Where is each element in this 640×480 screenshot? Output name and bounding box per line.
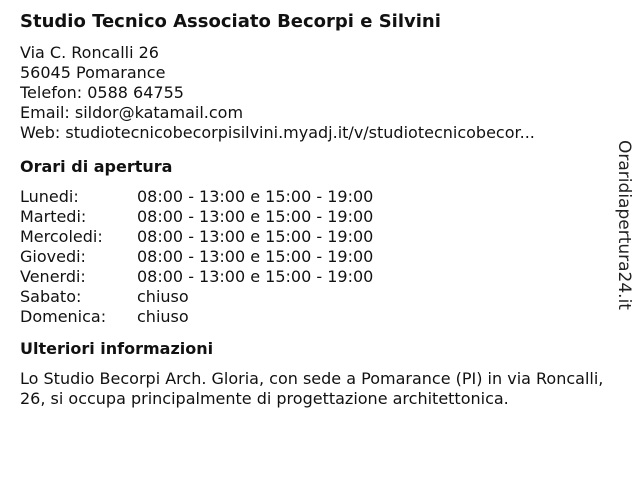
opening-hours-table bbox=[20, 187, 610, 327]
address-city: 56045 Pomarance bbox=[20, 63, 166, 82]
day-label: Mercoledi: bbox=[20, 227, 103, 246]
day-hours: 08:00 - 13:00 e 15:00 - 19:00 bbox=[137, 227, 374, 246]
address-street: Via C. Roncalli 26 bbox=[20, 43, 159, 62]
day-hours: chiuso bbox=[137, 287, 189, 306]
day-label: Giovedi: bbox=[20, 247, 86, 266]
phone-number[interactable]: Telefon: 0588 64755 bbox=[20, 83, 184, 102]
further-info-text: Lo Studio Becorpi Arch. Gloria, con sede a Pomarance (PI) in via Roncalli, 26, si occupa principalmente di progettazione architettonica. bbox=[20, 369, 604, 408]
hours-row bbox=[20, 187, 610, 207]
hours-row bbox=[20, 227, 610, 247]
day-label: Sabato: bbox=[20, 287, 82, 306]
day-hours: 08:00 - 13:00 e 15:00 - 19:00 bbox=[137, 207, 374, 226]
day-label: Martedi: bbox=[20, 207, 87, 226]
hours-row bbox=[20, 267, 610, 287]
hours-row bbox=[20, 287, 610, 307]
email-address[interactable]: Email: sildor@katamail.com bbox=[20, 103, 244, 122]
day-label: Domenica: bbox=[20, 307, 107, 326]
website-link[interactable]: Web: studiotecnicobecorpisilvini.myadj.it/v/studiotecnicobecor... bbox=[20, 123, 535, 142]
day-hours: 08:00 - 13:00 e 15:00 - 19:00 bbox=[137, 267, 374, 286]
business-name: Studio Tecnico Associato Becorpi e Silvini bbox=[20, 11, 441, 32]
opening-hours-title: Orari di apertura bbox=[20, 157, 173, 176]
further-info-title: Ulteriori informazioni bbox=[20, 339, 214, 358]
contact-block bbox=[20, 43, 610, 143]
day-hours: chiuso bbox=[137, 307, 189, 326]
hours-row bbox=[20, 307, 610, 327]
day-label: Lunedi: bbox=[20, 187, 79, 206]
business-card bbox=[20, 10, 610, 409]
hours-row bbox=[20, 247, 610, 267]
watermark-text: Oraridiapertura24.it bbox=[614, 140, 635, 310]
day-label: Venerdi: bbox=[20, 267, 86, 286]
watermark-container bbox=[612, 135, 636, 315]
day-hours: 08:00 - 13:00 e 15:00 - 19:00 bbox=[137, 247, 374, 266]
day-hours: 08:00 - 13:00 e 15:00 - 19:00 bbox=[137, 187, 374, 206]
hours-row bbox=[20, 207, 610, 227]
